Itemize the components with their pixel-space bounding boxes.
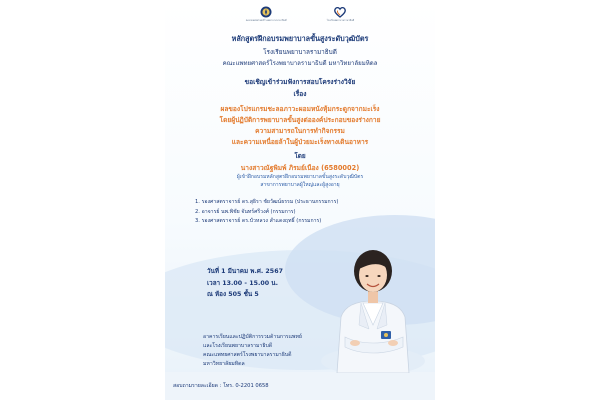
topic-label: เรื่อง — [293, 90, 307, 98]
nursing-school-logo — [327, 6, 355, 23]
by-label: โดย — [294, 152, 306, 160]
logo-row — [165, 6, 435, 23]
venue-line: คณะแพทยศาสตร์โรงพยาบาลรามาธิบดี — [203, 352, 292, 358]
venue-line: และโรงเรียนพยาบาลรามาธิบดี — [203, 343, 273, 349]
venue-line: มหาวิทยาลัยมหิดล — [203, 361, 245, 367]
venue-line: อาคารเรียนและปฏิบัติการรวมด้านการแพทย์ — [203, 334, 302, 340]
presenter-specialty: สาขาการพยาบาลผู้ใหญ่และผู้สูงอายุ — [260, 182, 340, 188]
heart-ribbon-logo-icon — [333, 6, 347, 18]
committee-member: 1. รองศาสตราจารย์ ดร.สุธิรา ชัยวัฒน์ธรรม (ประธานกรรมการ) — [195, 199, 339, 205]
contact-info: สอบถามรายละเอียด : โทร. 0-2201 0658 — [173, 383, 269, 389]
faculty-logo — [246, 6, 287, 23]
program-title: หลักสูตรฝึกอบรมพยาบาลขั้นสูงระดับวุฒิบัตร — [231, 34, 369, 43]
faculty-logo-caption: คณะแพทยศาสตร์โรงพยาบาลรามาธิบดี — [245, 19, 287, 22]
faculty-name: คณะแพทยศาสตร์โรงพยาบาลรามาธิบดี มหาวิทยาลัยมหิดล — [222, 60, 378, 67]
event-room: ณ ห้อง 505 ชั้น 5 — [207, 291, 259, 298]
presenter-photo — [315, 233, 425, 373]
research-title-line: ผลของโปรแกรมชะลอภาวะผอมหนังหุ้มกระดูกจากมะเร็ง — [220, 105, 380, 113]
presenter-name: นางสาวณัฐพิมพ์ ภิรมย์เนือง (6580002) — [240, 164, 360, 172]
venue-address — [203, 333, 302, 369]
school-name: โรงเรียนพยาบาลรามาธิบดี — [263, 48, 337, 56]
presenter-role: ผู้เข้าฝึกอบรมหลักสูตรฝึกอบรมพยาบาลขั้นสูงระดับวุฒิบัตร — [236, 174, 364, 180]
research-title-line: ความสามารถในการทำกิจกรรม — [255, 127, 345, 135]
invitation-heading: ขอเชิญเข้าร่วมฟังการสอบโครงร่างวิจัย — [244, 78, 356, 86]
event-date: วันที่ 1 มีนาคม พ.ศ. 2567 — [207, 268, 283, 275]
event-time: เวลา 13.00 - 15.00 น. — [207, 279, 278, 287]
invitation-poster — [165, 0, 435, 400]
mahidol-seal-icon — [260, 6, 272, 18]
event-details — [207, 266, 283, 301]
committee-member: 2. อาจารย์ นพ.พิชัย จันทร์ศรีวงศ์ (กรรมการ) — [195, 208, 296, 215]
research-title-line: โดยผู้ปฏิบัติการพยาบาลขั้นสูงต่อองค์ประกอบของร่างกาย — [219, 116, 381, 124]
committee-member: 3. รองศาสตราจารย์ ดร.บัวหลวง สำแดงฤทธิ์ (กรรมการ) — [195, 218, 322, 224]
committee-list — [195, 198, 338, 227]
research-title-line: และความเหนื่อยล้าในผู้ป่วยมะเร็งทางเดินอาหาร — [231, 138, 369, 146]
nursing-school-logo-caption: โรงเรียนพยาบาลรามาธิบดี — [326, 19, 355, 22]
